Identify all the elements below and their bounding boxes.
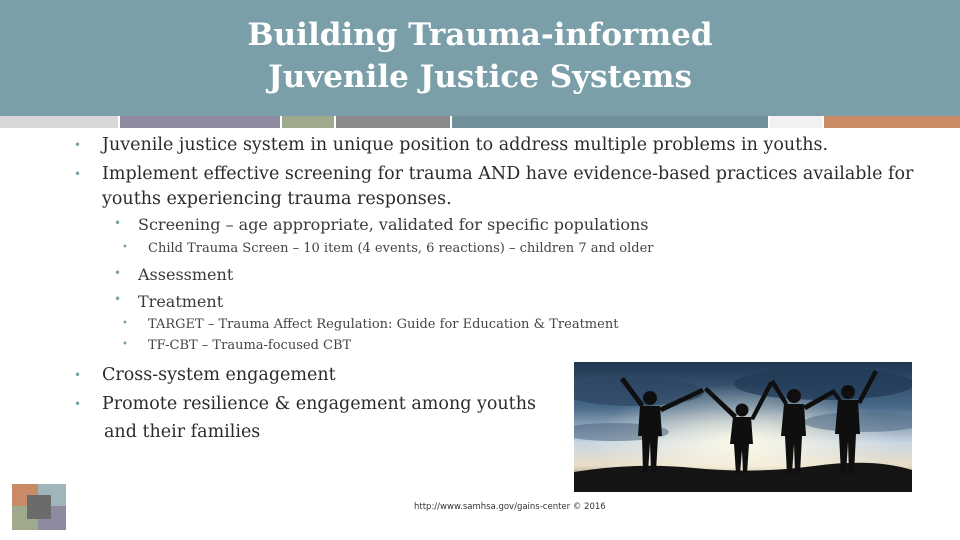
- title-line-1: Building Trauma-informed: [247, 17, 713, 53]
- sub-bullet-text: Screening – age appropriate, validated for specific populations: [138, 215, 649, 234]
- sub-sub-bullet-text: Child Trauma Screen – 10 item (4 events, 6 reactions) – children 7 and older: [148, 241, 654, 256]
- bullet-text-cont: youths experiencing trauma responses.: [102, 189, 452, 209]
- bullet-dot: •: [122, 339, 128, 350]
- title-line-2: Juvenile Justice Systems: [268, 59, 692, 95]
- bullet-dot: •: [74, 167, 82, 181]
- bullet-text: Promote resilience & engagement among youths: [102, 394, 536, 414]
- bullet-dot: •: [114, 266, 122, 280]
- sub-sub-bullet-text: TF-CBT – Trauma-focused CBT: [148, 338, 352, 353]
- bullet-dot: •: [114, 216, 122, 230]
- bullet-dot: •: [74, 397, 82, 411]
- bullet-dot: •: [74, 368, 82, 382]
- bullet-text: Implement effective screening for trauma AND have evidence-based practices available for: [102, 164, 914, 184]
- bullet-text-cont: and their families: [104, 422, 261, 442]
- decorative-squares-logo: [10, 482, 68, 532]
- bullet-dot: •: [114, 292, 122, 306]
- bullet-dot: •: [122, 242, 128, 253]
- youths-silhouette-photo: [574, 362, 912, 492]
- bullet-text: Cross-system engagement: [102, 365, 336, 385]
- sub-bullet-text: Treatment: [138, 292, 224, 311]
- bullet-dot: •: [122, 318, 128, 329]
- image-credit: http://www.samhsa.gov/gains-center © 2016: [414, 502, 606, 512]
- bullet-dot: •: [74, 138, 82, 152]
- sub-bullet-text: Assessment: [138, 265, 234, 284]
- bullet-text: Juvenile justice system in unique position to address multiple problems in youths.: [102, 135, 829, 155]
- sub-sub-bullet-text: TARGET – Trauma Affect Regulation: Guide for Education & Treatment: [148, 317, 619, 332]
